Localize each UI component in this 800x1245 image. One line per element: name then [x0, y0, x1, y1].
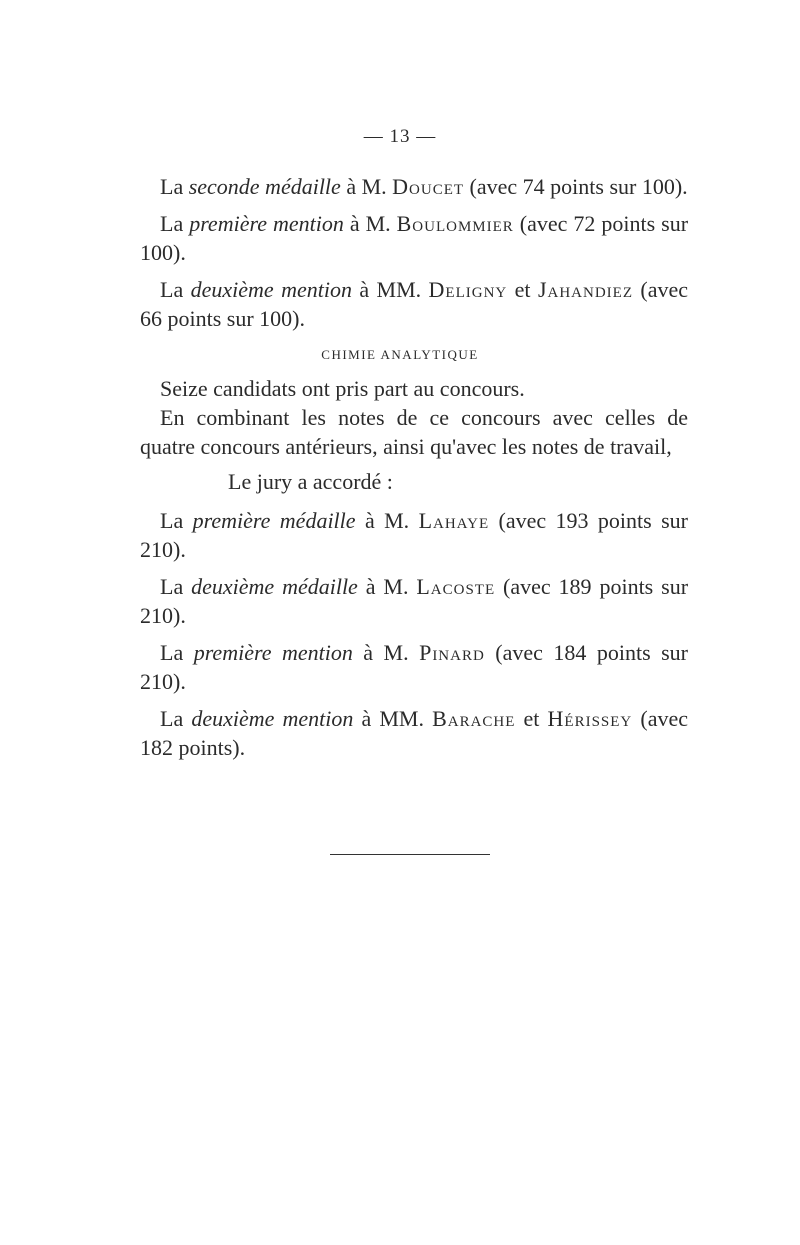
intro-line: En combinant les notes de ce concours avec celles de quatre concours antérieurs, ainsi qu'avec les notes de travail,: [140, 405, 688, 459]
recipient-name: Deligny: [428, 277, 508, 302]
award-list-2: [140, 506, 688, 762]
recipient-name: Doucet: [392, 174, 465, 199]
text: (avec 66 points sur 100).: [140, 277, 689, 331]
text: à M.: [343, 211, 397, 236]
award-title: deuxième mention: [191, 706, 354, 731]
award-title: première mention: [189, 211, 344, 236]
text: La: [160, 277, 191, 302]
text: et: [515, 706, 548, 731]
recipient-name: Barache: [432, 706, 516, 731]
section-heading: CHIMIE ANALYTIQUE: [321, 347, 479, 362]
text: (avec 189 points sur 210).: [140, 574, 689, 628]
recipient-name: Pinard: [419, 640, 485, 665]
recipient-name: Lahaye: [418, 508, 490, 533]
award-title: seconde médaille: [188, 174, 341, 199]
recipient-name: Boulommier: [396, 211, 514, 236]
text: (avec 72 points sur 100).: [140, 211, 689, 265]
intro-block: [140, 374, 688, 496]
text: et: [507, 277, 538, 302]
intro-line: Seize candidats ont pris part au concours.: [160, 376, 525, 401]
end-rule: [330, 854, 490, 855]
text: La: [160, 574, 192, 599]
text: à MM.: [351, 277, 429, 302]
award-paragraph: [140, 572, 688, 630]
intro-line: Le jury a accordé :: [228, 469, 393, 494]
award-paragraph: [140, 704, 688, 762]
award-paragraph: [140, 172, 688, 201]
text: La: [160, 211, 190, 236]
award-paragraph: [140, 638, 688, 696]
award-title: première mention: [193, 640, 353, 665]
text: (avec 182 points).: [140, 706, 688, 760]
text: à MM.: [353, 706, 433, 731]
award-paragraph: [140, 275, 688, 333]
award-list-1: [140, 172, 688, 333]
text: à M.: [352, 640, 420, 665]
text: (avec 193 points sur 210).: [140, 508, 689, 562]
recipient-name: Lacoste: [416, 574, 496, 599]
text: La: [160, 508, 193, 533]
award-title: deuxième mention: [190, 277, 352, 302]
award-title: deuxième médaille: [191, 574, 358, 599]
award-title: première médaille: [192, 508, 356, 533]
recipient-name: Hérissey: [547, 706, 633, 731]
award-paragraph: [140, 209, 688, 267]
page-number: — 13 —: [363, 126, 437, 147]
text: La: [160, 706, 192, 731]
award-paragraph: [140, 506, 688, 564]
text: La: [160, 174, 189, 199]
recipient-name: Jahandiez: [537, 277, 633, 302]
text: à M.: [355, 508, 419, 533]
text: (avec 74 points sur 100).: [464, 174, 688, 199]
text: à M.: [340, 174, 393, 199]
text: La: [160, 640, 194, 665]
text: (avec 184 points sur 210).: [140, 640, 689, 694]
text: à M.: [357, 574, 417, 599]
